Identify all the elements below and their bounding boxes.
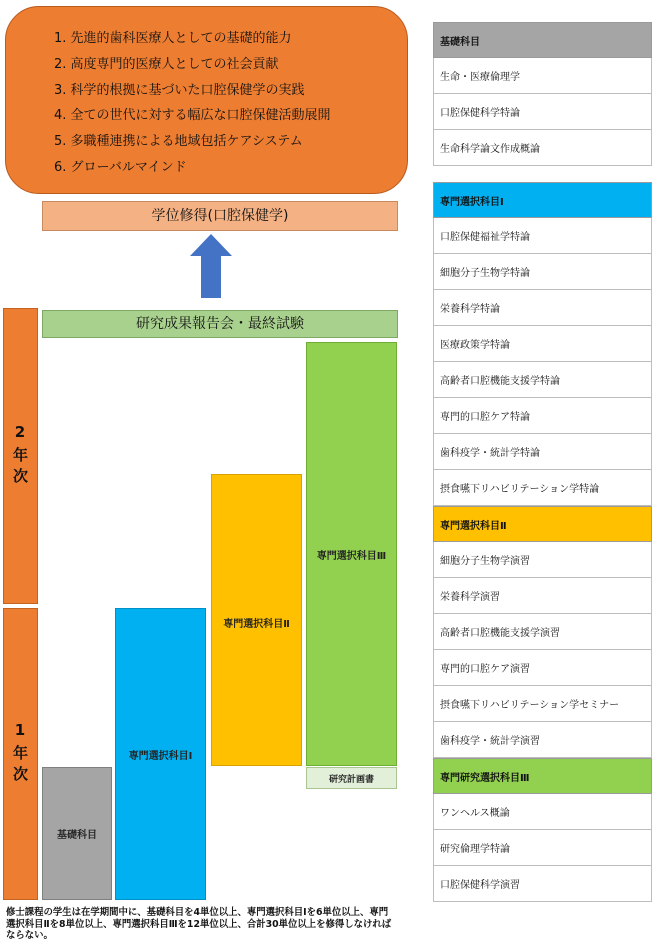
year-1-label: 1年次 — [3, 608, 38, 900]
goal-item: 6. グローバルマインド — [54, 159, 187, 175]
course-row: 摂食嚥下リハビリテーション学セミナー — [433, 686, 652, 722]
group-header-specialized-3: 専門研究選択科目Ⅲ — [433, 758, 652, 794]
course-row: 摂食嚥下リハビリテーション学特論 — [433, 470, 652, 506]
course-row: 口腔保健科学特論 — [433, 94, 652, 130]
course-row: 栄養科学特論 — [433, 290, 652, 326]
course-row: 生命・医療倫理学 — [433, 58, 652, 94]
course-row: 高齢者口腔機能支援学特論 — [433, 362, 652, 398]
learning-goals-box — [5, 6, 408, 194]
goals-list — [6, 7, 407, 181]
bar-specialized-2: 専門選択科目Ⅱ — [211, 474, 302, 766]
course-table — [433, 22, 652, 902]
course-row: 細胞分子生物学特論 — [433, 254, 652, 290]
course-row: 高齢者口腔機能支援学演習 — [433, 614, 652, 650]
course-row: 医療政策学特論 — [433, 326, 652, 362]
degree-box: 学位修得(口腔保健学) — [42, 201, 398, 231]
goal-item: 3. 科学的根拠に基づいた口腔保健学の実践 — [54, 82, 305, 98]
course-row: 歯科疫学・統計学演習 — [433, 722, 652, 758]
course-row: 細胞分子生物学演習 — [433, 542, 652, 578]
course-row: 生命科学論文作成概論 — [433, 130, 652, 166]
credit-requirement-note: 修士課程の学生は在学期間中に、基礎科目を4単位以上、専門選択科目Ⅰを6単位以上、専門選択科目Ⅱを8単位以上、専門選択科目Ⅲを12単位以上、合計30単位以上を修得しなければならない。 — [6, 907, 392, 942]
year-2-label: 2年次 — [3, 308, 38, 604]
course-row: 研究倫理学特論 — [433, 830, 652, 866]
course-row: 栄養科学演習 — [433, 578, 652, 614]
course-row: 専門的口腔ケア演習 — [433, 650, 652, 686]
up-arrow-icon — [190, 234, 232, 298]
course-row: 歯科疫学・統計学特論 — [433, 434, 652, 470]
goal-item: 2. 高度専門的医療人としての社会貢献 — [54, 56, 279, 72]
research-plan-box: 研究計画書 — [306, 767, 397, 789]
goal-item: 5. 多職種連携による地域包括ケアシステム — [54, 134, 303, 150]
final-exam-box: 研究成果報告会・最終試験 — [42, 310, 398, 338]
group-header-specialized-1: 専門選択科目Ⅰ — [433, 182, 652, 218]
bar-basic-subjects: 基礎科目 — [42, 767, 112, 900]
bar-specialized-3: 専門選択科目Ⅲ — [306, 342, 397, 766]
group-header-basic: 基礎科目 — [433, 22, 652, 58]
course-row: 口腔保健福祉学特論 — [433, 218, 652, 254]
bar-specialized-1: 専門選択科目Ⅰ — [115, 608, 206, 900]
course-row: ワンヘルス概論 — [433, 794, 652, 830]
goal-item: 4. 全ての世代に対する幅広な口腔保健活動展開 — [54, 108, 331, 124]
course-row: 口腔保健科学演習 — [433, 866, 652, 902]
goal-item: 1. 先進的歯科医療人としての基礎的能力 — [54, 31, 292, 46]
group-header-specialized-2: 専門選択科目Ⅱ — [433, 506, 652, 542]
course-row: 専門的口腔ケア特論 — [433, 398, 652, 434]
